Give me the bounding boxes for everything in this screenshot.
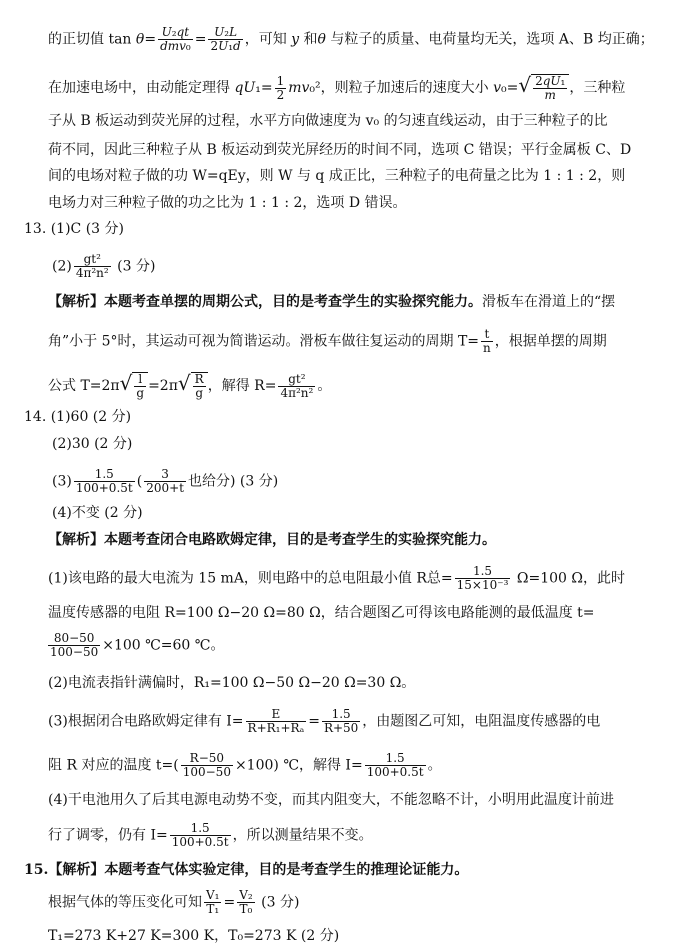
text-line: (1)该电路的最大电流为 15 mA，则电路中的总电阻最小值 R总= $\frac{1.5}{\text{15×10⁻³}}$ Ω=100 Ω，此时 xyxy=(48,564,625,592)
text-line: T₁=273 K+27 K=300 K，T₀=273 K (2 分) xyxy=(48,928,340,944)
text-line: 温度传感器的电阻 R=100 Ω−20 Ω=80 Ω，结合题图乙可得该电路能测的最低温度 t= xyxy=(48,605,595,621)
text-line: 行了调零，仍有 I= $\frac{1.5}{100+0.5t}$ ，所以测量结果不变。 xyxy=(48,821,373,849)
text-line: 荷不同，因此三种粒子从 B 板运动到荧光屏经历的时间不同，选项 C 错误；平行金属板 C、D xyxy=(48,142,632,158)
text-line: 的正切值 tan θ= $\frac{\text{U₂qt}}{\text{dmv₀}}$ = $\frac{\text{U₂L}}{\text{2U₁d}}$ ，可知 y 和θ 与粒子的质量、电荷量均无关，选项 A、B 均正确； xyxy=(48,25,654,53)
text-line: (2)电流表指针满偏时，R₁=100 Ω−50 Ω−20 Ω=30 Ω。 xyxy=(48,675,416,691)
text-line: 间的电场对粒子做的功 W=qEy，则 W 与 q 成正比，三种粒子的电荷量之比为 1 : 1 : 2，则 xyxy=(48,168,626,184)
q13-analysis: 【解析】本题考查单摆的周期公式，目的是考查学生的实验探究能力。滑板车在滑道上的“摆 xyxy=(48,294,616,310)
text-line: 根据气体的等压变化可知 $\frac{\text{V₁}}{\text{T₁}}$ = $\frac{\text{V₂}}{\text{T₀}}$ (3 分) xyxy=(48,888,300,916)
q14-part4: (4)不变 (2 分) xyxy=(52,505,143,521)
text-line: (3)根据闭合电路欧姆定律有 I= $\frac{E}{\text{R+R₁+Rₐ}}$ = $\frac{1.5}{R+50}$ ，由题图乙可知，电阻温度传感器的电 xyxy=(48,707,601,735)
q14-part2: (2)30 (2 分) xyxy=(52,436,133,452)
text-line: 角”小于 5°时，其运动可视为简谐运动。滑板车做往复运动的周期 T= $\frac{t}{n}$ ，根据单摆的周期 xyxy=(48,327,607,355)
q14-analysis: 【解析】本题考查闭合电路欧姆定律，目的是考查学生的实验探究能力。 xyxy=(48,532,496,548)
text-line: $\frac{80-50}{100-50}$ ×100 ℃=60 ℃。 xyxy=(50,631,225,659)
text-line: (4)干电池用久了后其电源电动势不变，而其内阻变大，不能忽略不计，小明用此温度计前进 xyxy=(48,792,614,808)
text-line: 公式 T=2π√ $\frac{l}{g}$ =2π√ $\frac{R}{g}$ ，解得 R= $\frac{\text{gt²}}{\text{4π²n²}}$ 。 xyxy=(48,371,332,400)
q14-part1: 14. (1)60 (2 分) xyxy=(24,409,132,425)
q13-part1: 13. (1)C (3 分) xyxy=(24,221,124,237)
q13-part2: (2) $\frac{\text{gt²}}{\text{4π²n²}}$ (3 分) xyxy=(52,252,156,280)
text-line: 在加速电场中，由动能定理得 qU₁= $\frac{1}{2}$ mv₀²，则粒子加速后的速度大小 v₀=√ $\frac{\text{2qU₁}}{m}$ ，三种粒 xyxy=(48,73,626,102)
q15-analysis: 15.【解析】本题考查气体实验定律，目的是考查学生的推理论证能力。 xyxy=(24,862,469,878)
q14-part3: (3) $\frac{1.5}{100+0.5t}$ ( $\frac{3}{200+t}$ 也给分) (3 分) xyxy=(52,467,279,495)
text-line: 阻 R 对应的温度 t=( $\frac{R-50}{100-50}$ ×100) ℃，解得 I= $\frac{1.5}{100+0.5t}$ 。 xyxy=(48,751,442,779)
text-line: 电场力对三种粒子做的功之比为 1 : 1 : 2，选项 D 错误。 xyxy=(48,195,407,211)
text-line: 子从 B 板运动到荧光屏的过程，水平方向做速度为 v₀ 的匀速直线运动，由于三种粒子的比 xyxy=(48,113,608,129)
